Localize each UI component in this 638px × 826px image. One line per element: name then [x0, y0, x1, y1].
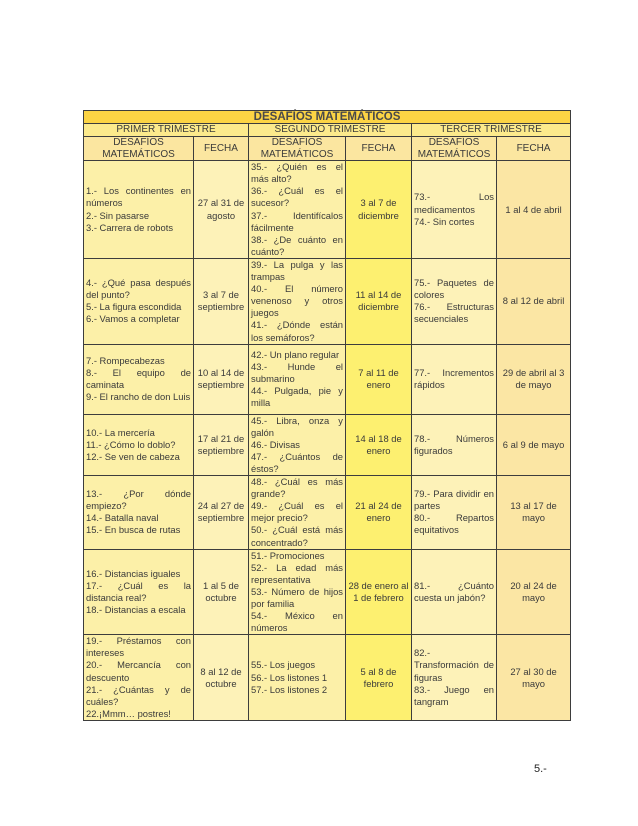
trimester-2-date: 28 de enero al 1 de febrero: [346, 549, 412, 635]
challenge-item: 12.- Se ven de cabeza: [86, 450, 180, 462]
trimester-3-date: 27 al 30 de mayo: [497, 635, 571, 721]
challenge-item: 43.- Hunde el submarino: [251, 360, 343, 385]
trimester-3-challenges: [412, 476, 497, 550]
trimester-3-challenges: [412, 258, 497, 344]
trimester-1-challenges: [84, 549, 194, 635]
challenge-item: 36.- ¿Cuál es el sucesor?: [251, 185, 343, 209]
challenge-item: 47.- ¿Cuántos de éstos?: [251, 450, 343, 474]
challenge-item: 19.- Préstamos con intereses: [86, 635, 191, 659]
trimester-1-date: 3 al 7 de septiembre: [194, 258, 249, 344]
challenge-item: 21.- ¿Cuántas y de cuáles?: [86, 683, 191, 707]
challenge-item: 82.- Transformación de figuras: [414, 647, 494, 683]
trimester-2-date: 3 al 7 de diciembre: [346, 161, 412, 259]
challenge-item: 74.- Sin cortes: [414, 215, 475, 227]
challenge-item: 49.- ¿Cuál es el mejor precio?: [251, 500, 343, 524]
trimester-1-challenges: [84, 414, 194, 475]
trimester-3-date: 13 al 17 de mayo: [497, 476, 571, 550]
challenge-item: 35.- ¿Quién es el más alto?: [251, 161, 343, 185]
table-row: [84, 414, 571, 475]
trimester-2-challenges: [249, 161, 346, 259]
trimester-2-challenges: [249, 344, 346, 414]
challenge-item: 77.- Incrementos rápidos: [414, 367, 494, 391]
challenge-item: 52.- La edad más representativa: [251, 561, 343, 585]
challenge-item: 1.- Los continentes en números: [86, 185, 191, 209]
trimester-1-challenges: [84, 635, 194, 721]
trimester-3-date: 20 al 24 de mayo: [497, 549, 571, 635]
challenge-item: 76.- Estructuras secuenciales: [414, 301, 494, 325]
table-row: [84, 476, 571, 550]
challenge-item: 10.- La mercería: [86, 426, 155, 438]
trimester-3-date: 8 al 12 de abril: [497, 258, 571, 344]
challenge-item: 6.- Vamos a completar: [86, 313, 180, 325]
trimester-1-date: 8 al 12 de octubre: [194, 635, 249, 721]
challenge-item: 57.- Los listones 2: [251, 683, 328, 695]
fecha-header: FECHA: [497, 137, 571, 161]
challenge-item: 83.- Juego en tangram: [414, 683, 494, 707]
trimester-2-header: SEGUNDO TRIMESTRE: [249, 124, 412, 137]
challenge-item: 56.- Los listones 1: [251, 671, 328, 683]
trimester-3-challenges: [412, 161, 497, 259]
challenge-item: 54.- México en números: [251, 610, 343, 634]
trimester-1-challenges: [84, 344, 194, 414]
trimester-2-date: 21 al 24 de enero: [346, 476, 412, 550]
challenge-item: 46.- Divisas: [251, 438, 300, 450]
desafios-header: DESAFÍOS MATEMÁTICOS: [412, 137, 497, 161]
trimester-2-challenges: [249, 635, 346, 721]
trimester-3-challenges: [412, 414, 497, 475]
trimester-3-date: 6 al 9 de mayo: [497, 414, 571, 475]
challenge-item: 50.- ¿Cuál está más concentrado?: [251, 524, 343, 548]
trimester-2-date: 7 al 11 de enero: [346, 344, 412, 414]
challenge-item: 9.- El rancho de don Luis: [86, 391, 191, 403]
table-title: DESAFÍOS MATEMÁTICOS: [84, 111, 571, 124]
challenge-item: 18.- Distancias a escala: [86, 604, 186, 616]
challenge-item: 48.- ¿Cuál es más grande?: [251, 476, 343, 500]
trimester-3-date: 1 al 4 de abril: [497, 161, 571, 259]
challenge-item: 41.- ¿Dónde están los semáforos?: [251, 319, 343, 343]
trimester-3-challenges: [412, 635, 497, 721]
trimester-1-challenges: [84, 476, 194, 550]
challenge-item: 75.- Paquetes de colores: [414, 277, 494, 301]
trimester-3-challenges: [412, 549, 497, 635]
trimester-2-challenges: [249, 476, 346, 550]
challenge-item: 81.- ¿Cuánto cuesta un jabón?: [414, 579, 494, 603]
challenge-item: 37.- Identifícalos fácilmente: [251, 209, 343, 233]
trimester-1-header: PRIMER TRIMESTRE: [84, 124, 249, 137]
challenge-item: 79.- Para dividir en partes: [414, 488, 494, 512]
challenge-item: 5.- La figura escondida: [86, 301, 182, 313]
challenge-item: 3.- Carrera de robots: [86, 221, 174, 233]
page-number: 5.-: [534, 763, 547, 775]
challenge-item: 20.- Mercancía con descuento: [86, 659, 191, 683]
trimester-2-date: 14 al 18 de enero: [346, 414, 412, 475]
desafios-header: DESAFÍOS MATEMÁTICOS: [249, 137, 346, 161]
challenge-item: 40.- El número venenoso y otros juegos: [251, 283, 343, 319]
challenge-item: 38.- ¿De cuánto en cuánto?: [251, 233, 343, 257]
trimester-3-challenges: [412, 344, 497, 414]
challenge-item: 13.- ¿Por dónde empiezo?: [86, 488, 191, 512]
trimester-1-date: 1 al 5 de octubre: [194, 549, 249, 635]
challenge-item: 78.- Números figurados: [414, 432, 494, 456]
challenge-item: 80.- Repartos equitativos: [414, 512, 494, 536]
challenge-item: 55.- Los juegos: [251, 659, 316, 671]
trimester-1-challenges: [84, 161, 194, 259]
challenge-item: 44.- Pulgada, pie y milla: [251, 385, 343, 409]
challenge-item: 53.- Número de hijos por familia: [251, 585, 343, 609]
desafios-table: [83, 110, 571, 721]
trimester-1-date: 10 al 14 de septiembre: [194, 344, 249, 414]
trimester-2-date: 11 al 14 de diciembre: [346, 258, 412, 344]
challenge-item: 22.¡Mmm… postres!: [86, 707, 171, 719]
trimester-2-date: 5 al 8 de febrero: [346, 635, 412, 721]
table-row: [84, 258, 571, 344]
challenge-item: 7.- Rompecabezas: [86, 354, 165, 366]
challenge-item: 17.- ¿Cuál es la distancia real?: [86, 579, 191, 603]
trimester-2-challenges: [249, 549, 346, 635]
challenge-item: 11.- ¿Cómo lo doblo?: [86, 438, 176, 450]
challenge-item: 15.- En busca de rutas: [86, 524, 181, 536]
challenge-item: 42.- Un plano regular: [251, 348, 340, 360]
challenge-item: 73.- Los medicamentos: [414, 191, 494, 215]
challenge-item: 16.- Distancias iguales: [86, 567, 181, 579]
trimester-1-date: 17 al 21 de septiembre: [194, 414, 249, 475]
challenge-item: 45.- Libra, onza y galón: [251, 414, 343, 438]
challenge-item: 4.- ¿Qué pasa después del punto?: [86, 277, 191, 301]
trimester-1-date: 27 al 31 de agosto: [194, 161, 249, 259]
trimester-3-header: TERCER TRIMESTRE: [412, 124, 571, 137]
desafios-header: DESAFÍOS MATEMÁTICOS: [84, 137, 194, 161]
trimester-1-date: 24 al 27 de septiembre: [194, 476, 249, 550]
table-row: [84, 161, 571, 259]
trimester-2-challenges: [249, 258, 346, 344]
challenge-item: 2.- Sin pasarse: [86, 209, 150, 221]
table-row: [84, 344, 571, 414]
challenge-item: 39.- La pulga y las trampas: [251, 258, 343, 283]
trimester-3-date: 29 de abril al 3 de mayo: [497, 344, 571, 414]
trimester-1-challenges: [84, 258, 194, 344]
table-row: [84, 549, 571, 635]
trimester-2-challenges: [249, 414, 346, 475]
table-row: [84, 635, 571, 721]
challenge-item: 14.- Batalla naval: [86, 512, 159, 524]
challenge-item: 51.- Promociones: [251, 549, 325, 561]
fecha-header: FECHA: [194, 137, 249, 161]
fecha-header: FECHA: [346, 137, 412, 161]
challenge-item: 8.- El equipo de caminata: [86, 367, 191, 391]
